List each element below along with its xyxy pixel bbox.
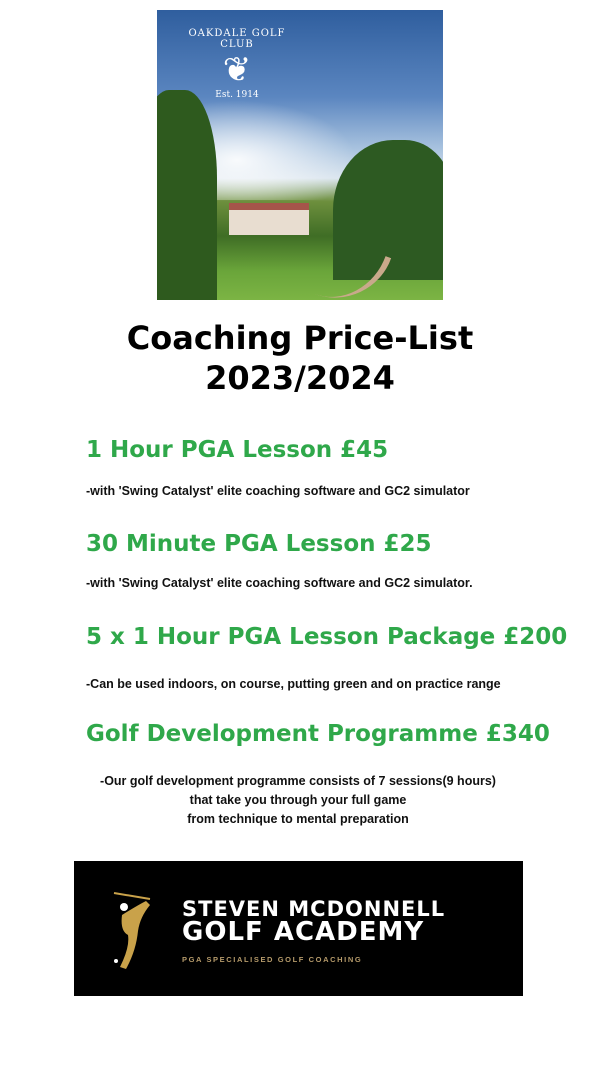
item-description: -with 'Swing Catalyst' elite coaching software and GC2 simulator.	[86, 576, 473, 590]
oak-leaf-icon: ❦	[222, 50, 252, 90]
established: Est. 1914	[215, 90, 259, 100]
description-line: from technique to mental preparation	[187, 812, 409, 826]
logo-tagline: PGA SPECIALISED GOLF COACHING	[182, 955, 363, 964]
academy-logo	[74, 861, 523, 996]
golf-club-photo	[157, 10, 443, 300]
clubhouse	[229, 203, 309, 235]
description-line: -Our golf development programme consists of 7 sessions(9 hours)	[100, 774, 496, 788]
item-description: -Can be used indoors, on course, putting green and on practice range	[86, 677, 501, 691]
item-heading: 5 x 1 Hour PGA Lesson Package £200	[86, 624, 568, 650]
logo-line2: GOLF ACADEMY	[182, 917, 425, 947]
item-description: -with 'Swing Catalyst' elite coaching software and GC2 simulator	[86, 484, 470, 498]
page-subtitle: 2023/2024	[205, 359, 395, 397]
description-line: that take you through your full game	[189, 793, 407, 807]
page-title: Coaching Price-List	[126, 319, 474, 357]
club-name: OAKDALE GOLF CLUB	[188, 28, 286, 50]
item-description	[86, 772, 510, 829]
club-crest	[187, 28, 287, 100]
logo-line1: STEVEN MCDONNELL	[182, 897, 446, 921]
item-heading: Golf Development Programme £340	[86, 721, 550, 747]
item-heading: 1 Hour PGA Lesson £45	[86, 437, 389, 463]
golfer-icon	[110, 891, 160, 971]
trees	[157, 90, 217, 300]
item-heading: 30 Minute PGA Lesson £25	[86, 531, 432, 557]
